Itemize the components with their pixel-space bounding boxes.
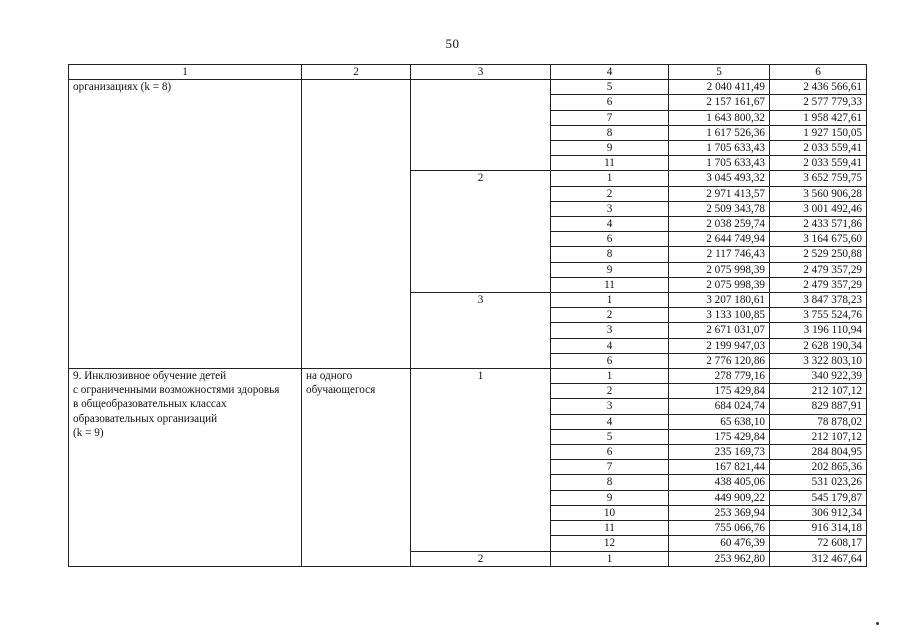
- subgroup-number-cell: 8: [551, 125, 669, 140]
- subgroup-number-cell: 11: [551, 521, 669, 536]
- value-cell-6: 1 927 150,05: [770, 125, 867, 140]
- value-cell-6: 212 107,12: [770, 384, 867, 399]
- subgroup-number-cell: 11: [551, 277, 669, 292]
- header-cell-5: 5: [669, 65, 770, 80]
- group-code-cell: 3: [411, 293, 551, 369]
- value-cell-5: 2 040 411,49: [669, 80, 770, 95]
- subgroup-number-cell: 2: [551, 308, 669, 323]
- value-cell-6: 2 033 559,41: [770, 141, 867, 156]
- group-code-cell: 2: [411, 551, 551, 566]
- value-cell-6: 284 804,95: [770, 445, 867, 460]
- value-cell-6: 829 887,91: [770, 399, 867, 414]
- subgroup-number-cell: 1: [551, 293, 669, 308]
- value-cell-5: 3 045 493,32: [669, 171, 770, 186]
- value-cell-6: 2 033 559,41: [770, 156, 867, 171]
- subgroup-number-cell: 6: [551, 353, 669, 368]
- subgroup-number-cell: 5: [551, 429, 669, 444]
- value-cell-5: 2 038 259,74: [669, 217, 770, 232]
- unit-line: на одного: [306, 370, 353, 383]
- value-cell-5: 2 776 120,86: [669, 353, 770, 368]
- subgroup-number-cell: 5: [551, 80, 669, 95]
- value-cell-5: 235 169,73: [669, 445, 770, 460]
- table-row: [69, 369, 867, 384]
- subgroup-number-cell: 6: [551, 445, 669, 460]
- value-cell-5: 2 075 998,39: [669, 262, 770, 277]
- value-cell-6: 3 560 906,28: [770, 186, 867, 201]
- header-cell-2: 2: [302, 65, 411, 80]
- subgroup-number-cell: 2: [551, 384, 669, 399]
- value-cell-5: 3 133 100,85: [669, 308, 770, 323]
- category-cell: [69, 80, 302, 369]
- value-cell-5: 684 024,74: [669, 399, 770, 414]
- value-cell-6: 202 865,36: [770, 460, 867, 475]
- value-cell-6: 2 577 779,33: [770, 95, 867, 110]
- value-cell-5: 2 199 947,03: [669, 338, 770, 353]
- value-cell-5: 2 117 746,43: [669, 247, 770, 262]
- value-cell-5: 2 971 413,57: [669, 186, 770, 201]
- value-cell-5: 1 705 633,43: [669, 141, 770, 156]
- subgroup-number-cell: 6: [551, 232, 669, 247]
- value-cell-5: 1 705 633,43: [669, 156, 770, 171]
- page-number: 50: [445, 36, 460, 51]
- group-code-cell: 2: [411, 171, 551, 293]
- value-cell-5: 253 369,94: [669, 505, 770, 520]
- value-cell-5: 175 429,84: [669, 384, 770, 399]
- value-cell-6: 3 164 675,60: [770, 232, 867, 247]
- value-cell-5: 2 157 161,67: [669, 95, 770, 110]
- value-cell-5: 438 405,06: [669, 475, 770, 490]
- category-line: с ограниченными возможностями здоровья: [73, 384, 280, 397]
- value-cell-5: 278 779,16: [669, 369, 770, 384]
- value-cell-6: 2 628 190,34: [770, 338, 867, 353]
- value-cell-5: 2 075 998,39: [669, 277, 770, 292]
- value-cell-5: 65 638,10: [669, 414, 770, 429]
- value-cell-5: 755 066,76: [669, 521, 770, 536]
- value-cell-5: 1 617 526,36: [669, 125, 770, 140]
- value-cell-6: 306 912,34: [770, 505, 867, 520]
- subgroup-number-cell: 3: [551, 399, 669, 414]
- category-cell: [69, 369, 302, 567]
- subgroup-number-cell: 3: [551, 323, 669, 338]
- group-code-cell: 1: [411, 369, 551, 551]
- value-cell-6: 3 322 803,10: [770, 353, 867, 368]
- subgroup-number-cell: 7: [551, 460, 669, 475]
- header-cell-4: 4: [551, 65, 669, 80]
- value-cell-6: 2 433 571,86: [770, 217, 867, 232]
- value-cell-6: 340 922,39: [770, 369, 867, 384]
- value-cell-5: 449 909,22: [669, 490, 770, 505]
- subgroup-number-cell: 6: [551, 95, 669, 110]
- value-cell-6: 2 479 357,29: [770, 277, 867, 292]
- value-cell-5: 175 429,84: [669, 429, 770, 444]
- value-cell-6: 2 479 357,29: [770, 262, 867, 277]
- value-cell-6: 212 107,12: [770, 429, 867, 444]
- subgroup-number-cell: 4: [551, 414, 669, 429]
- subgroup-number-cell: 7: [551, 110, 669, 125]
- value-cell-6: 1 958 427,61: [770, 110, 867, 125]
- category-line: (k = 9): [73, 426, 104, 439]
- value-cell-6: 78 878,02: [770, 414, 867, 429]
- value-cell-6: 2 436 566,61: [770, 80, 867, 95]
- subgroup-number-cell: 8: [551, 475, 669, 490]
- value-cell-5: 2 509 343,78: [669, 201, 770, 216]
- category-line: в общеобразовательных классах: [73, 398, 227, 411]
- value-cell-6: 3 652 759,75: [770, 171, 867, 186]
- value-cell-5: 60 476,39: [669, 536, 770, 551]
- value-cell-5: 253 962,80: [669, 551, 770, 566]
- value-cell-6: 545 179,87: [770, 490, 867, 505]
- subgroup-number-cell: 12: [551, 536, 669, 551]
- category-line: образовательных организаций: [73, 412, 218, 425]
- value-cell-6: 3 196 110,94: [770, 323, 867, 338]
- group-code-cell: [411, 80, 551, 171]
- value-cell-5: 3 207 180,61: [669, 293, 770, 308]
- table-header-row: [69, 65, 867, 80]
- subgroup-number-cell: 2: [551, 186, 669, 201]
- subgroup-number-cell: 4: [551, 217, 669, 232]
- header-cell-3: 3: [411, 65, 551, 80]
- subgroup-number-cell: 9: [551, 490, 669, 505]
- unit-line: обучающегося: [306, 384, 376, 397]
- subgroup-number-cell: 3: [551, 201, 669, 216]
- value-cell-6: 531 023,26: [770, 475, 867, 490]
- value-cell-5: 167 821,44: [669, 460, 770, 475]
- category-line: 9. Инклюзивное обучение детей: [73, 370, 227, 383]
- scan-dot: [876, 622, 879, 625]
- subgroup-number-cell: 1: [551, 171, 669, 186]
- value-cell-5: 1 643 800,32: [669, 110, 770, 125]
- unit-cell: [302, 80, 411, 369]
- value-cell-6: 72 608,17: [770, 536, 867, 551]
- header-cell-6: 6: [770, 65, 867, 80]
- value-cell-6: 2 529 250,88: [770, 247, 867, 262]
- value-cell-6: 3 001 492,46: [770, 201, 867, 216]
- subgroup-number-cell: 11: [551, 156, 669, 171]
- subgroup-number-cell: 9: [551, 141, 669, 156]
- subgroup-number-cell: 8: [551, 247, 669, 262]
- table-row: [69, 80, 867, 95]
- value-cell-5: 2 671 031,07: [669, 323, 770, 338]
- subgroup-number-cell: 4: [551, 338, 669, 353]
- subgroup-number-cell: 1: [551, 551, 669, 566]
- category-line: организациях (k = 8): [73, 81, 172, 94]
- subgroup-number-cell: 1: [551, 369, 669, 384]
- value-cell-6: 916 314,18: [770, 521, 867, 536]
- subgroup-number-cell: 9: [551, 262, 669, 277]
- header-cell-1: 1: [69, 65, 302, 80]
- value-cell-6: 3 847 378,23: [770, 293, 867, 308]
- unit-cell: [302, 369, 411, 567]
- value-cell-6: 3 755 524,76: [770, 308, 867, 323]
- tariff-table: [68, 64, 867, 567]
- subgroup-number-cell: 10: [551, 505, 669, 520]
- value-cell-5: 2 644 749,94: [669, 232, 770, 247]
- value-cell-6: 312 467,64: [770, 551, 867, 566]
